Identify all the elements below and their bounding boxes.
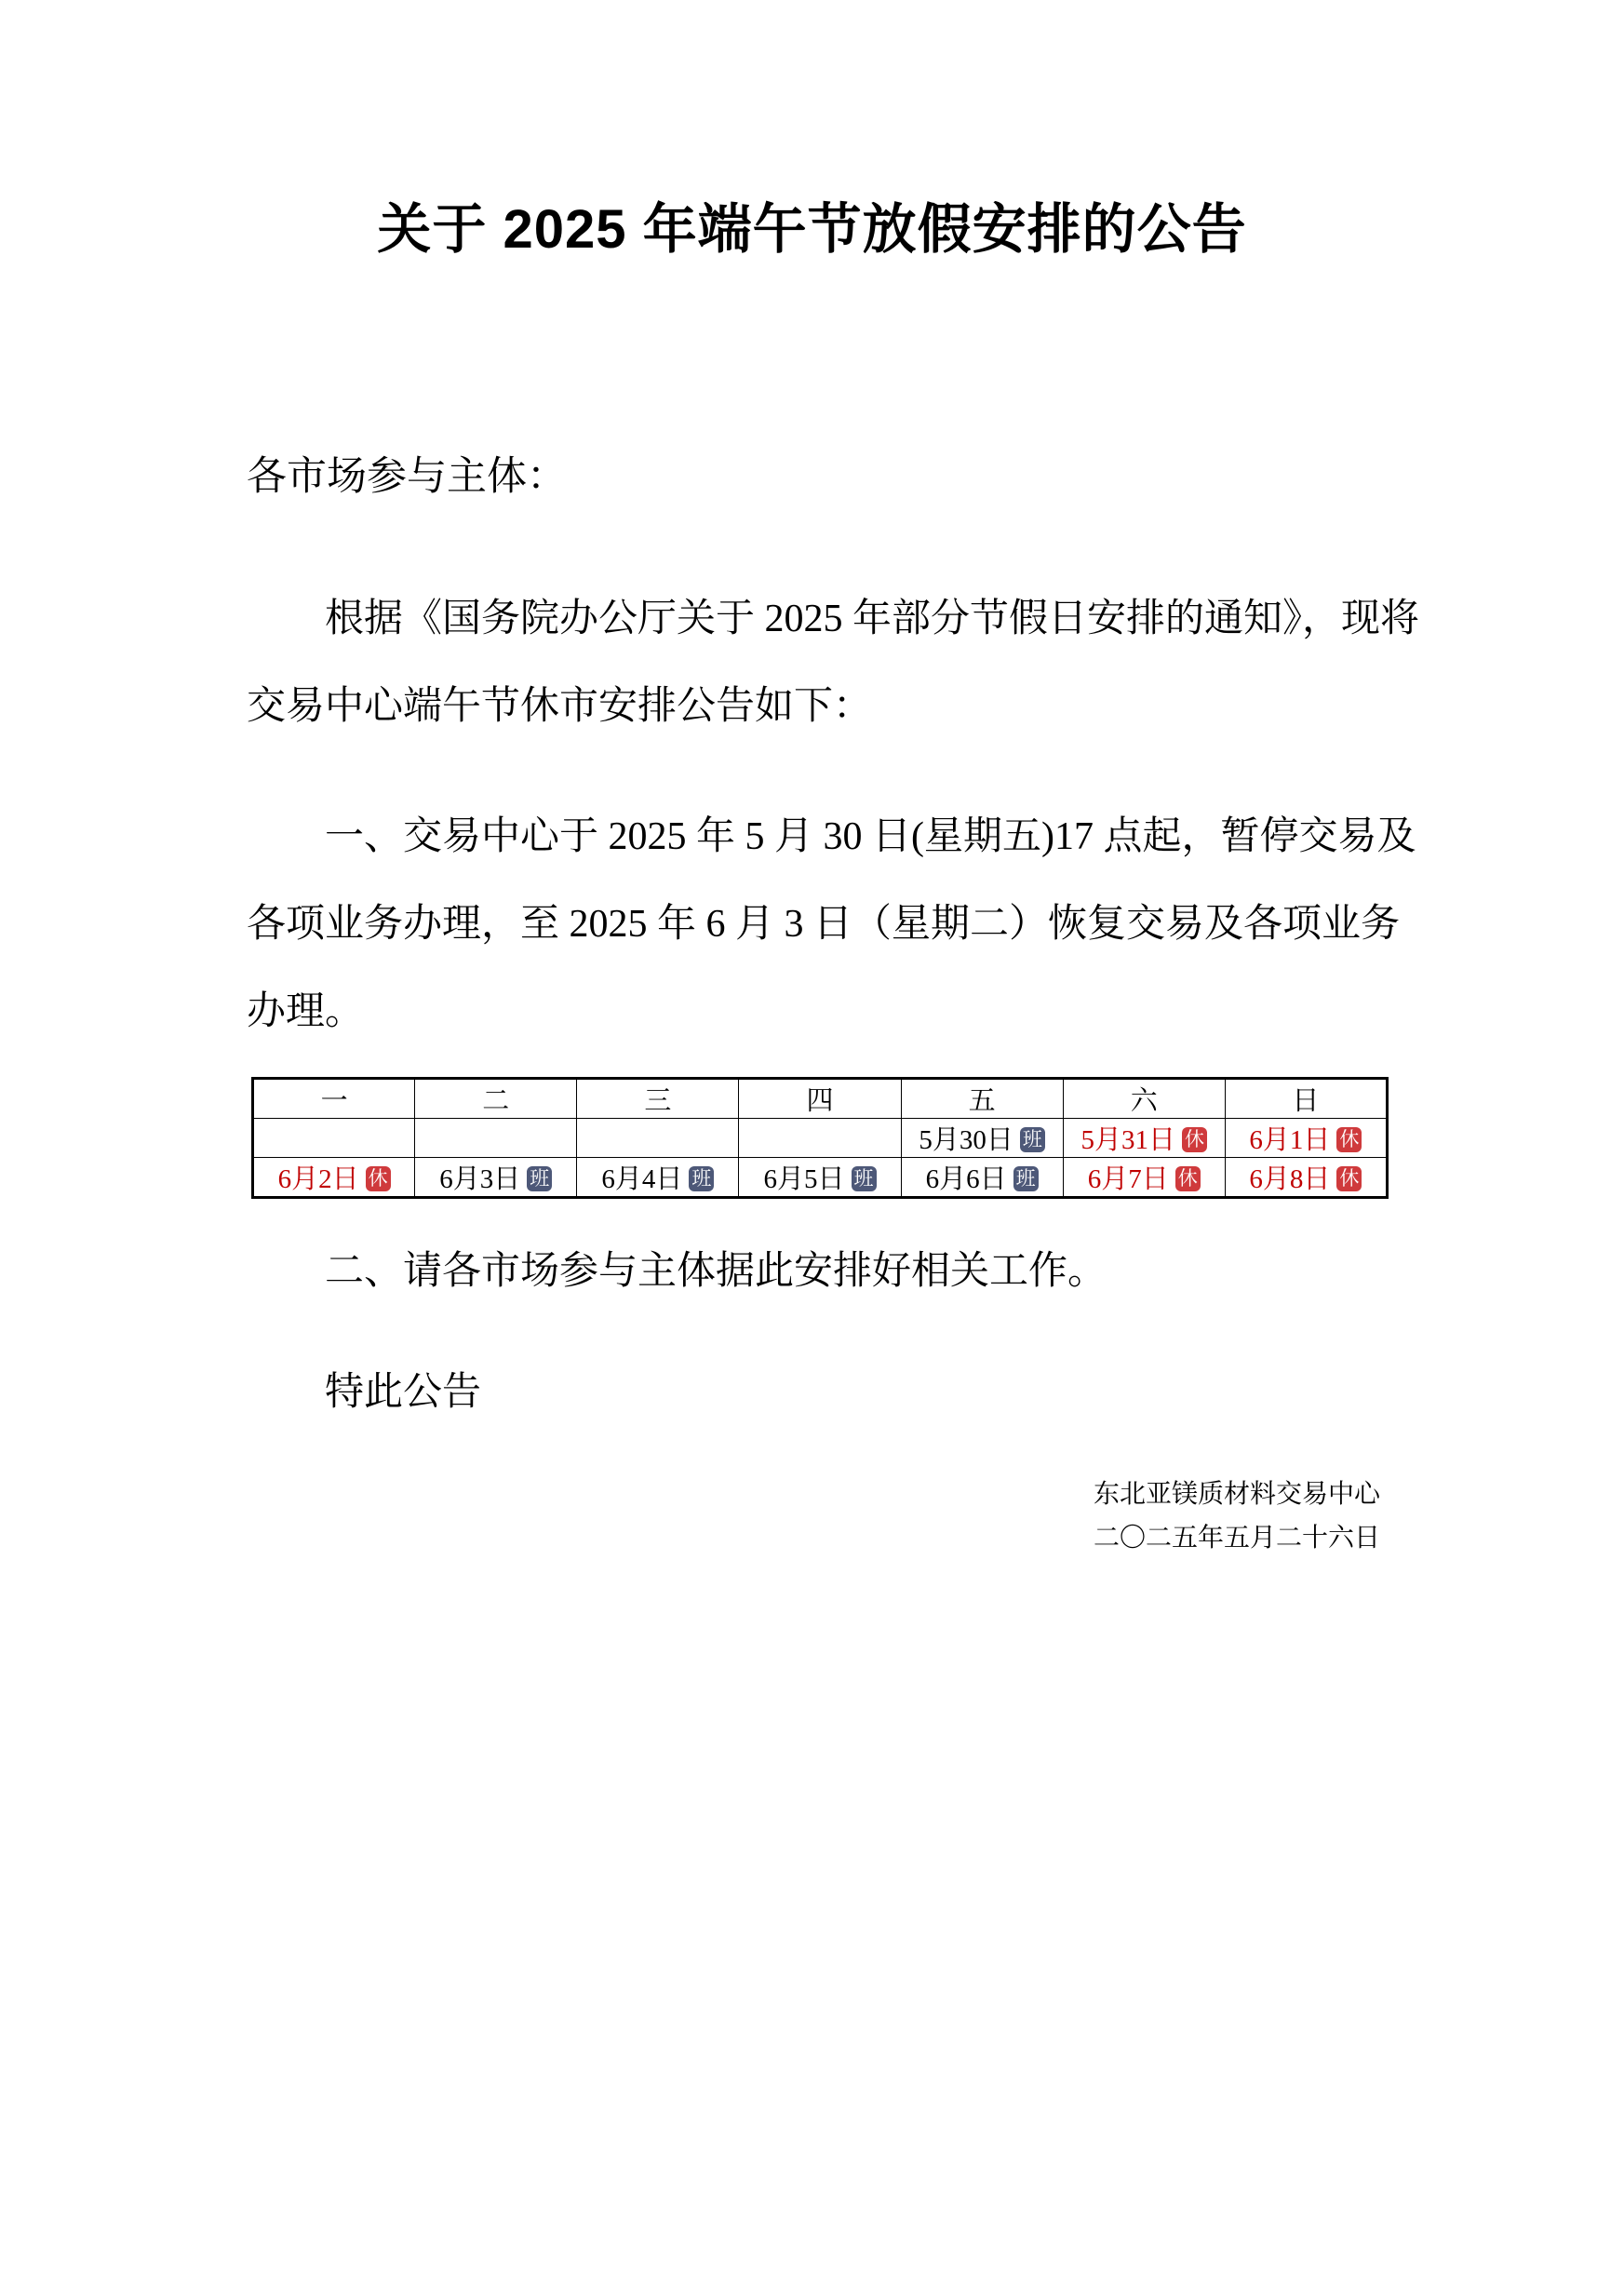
holiday-calendar	[251, 1077, 1389, 1199]
signature-org: 东北亚镁质材料交易中心	[1093, 1480, 1380, 1509]
date-label-holiday: 6月2日	[277, 1164, 359, 1194]
calendar-header-mon: 一	[253, 1079, 415, 1119]
rest-badge: 休	[1336, 1166, 1362, 1191]
date-label: 6月3日	[439, 1164, 521, 1194]
rest-badge: 休	[1336, 1127, 1362, 1152]
calendar-header-sun: 日	[1225, 1079, 1387, 1119]
calendar-cell-restday	[1063, 1119, 1225, 1158]
calendar-cell-restday	[1225, 1158, 1387, 1198]
rest-badge: 休	[366, 1166, 391, 1191]
page-title: 关于 2025 年端午节放假安排的公告	[377, 199, 1247, 260]
calendar-cell-empty	[577, 1119, 739, 1158]
rest-badge: 休	[1182, 1127, 1207, 1152]
work-badge: 班	[1013, 1166, 1039, 1191]
date-label: 6月5日	[763, 1164, 845, 1194]
signature-block	[1094, 1472, 1380, 1560]
calendar-week-2	[253, 1158, 1388, 1198]
paragraph-intro-line-2: 交易中心端午节休市安排公告如下：	[247, 685, 873, 728]
calendar-header-row	[253, 1079, 1388, 1119]
work-badge: 班	[1020, 1127, 1045, 1152]
date-label-holiday: 6月1日	[1249, 1125, 1331, 1155]
calendar-week-1	[253, 1119, 1388, 1158]
work-badge: 班	[527, 1166, 552, 1191]
calendar-cell-workday	[901, 1119, 1063, 1158]
work-badge: 班	[689, 1166, 714, 1191]
calendar-header-tue: 二	[415, 1079, 577, 1119]
calendar-cell-restday	[1063, 1158, 1225, 1198]
calendar-cell-workday	[739, 1158, 901, 1198]
calendar-cell-workday	[901, 1158, 1063, 1198]
calendar-header-fri: 五	[901, 1079, 1063, 1119]
date-label-holiday: 5月31日	[1080, 1125, 1176, 1155]
calendar-cell-empty	[739, 1119, 901, 1158]
calendar-header-thu: 四	[739, 1079, 901, 1119]
calendar-cell-workday	[577, 1158, 739, 1198]
calendar-cell-restday	[1225, 1119, 1387, 1158]
date-label: 5月30日	[919, 1125, 1013, 1155]
rest-badge: 休	[1175, 1166, 1201, 1191]
calendar-table	[251, 1077, 1389, 1199]
work-badge: 班	[852, 1166, 877, 1191]
date-label-holiday: 6月8日	[1249, 1164, 1331, 1194]
paragraph-item-1-line-1: 一、交易中心于 2025 年 5 月 30 日(星期五)17 点起，暂停交易及	[325, 815, 1416, 858]
paragraph-item-1-line-2: 各项业务办理，至 2025 年 6 月 3 日（星期二）恢复交易及各项业务	[247, 903, 1401, 946]
closing-text: 特此公告	[325, 1371, 482, 1414]
paragraph-item-2-line-1: 二、请各市场参与主体据此安排好相关工作。	[325, 1250, 1107, 1293]
paragraph-item-1-line-3: 办理。	[247, 990, 365, 1033]
signature-date: 二〇二五年五月二十六日	[1093, 1524, 1380, 1553]
calendar-header-sat: 六	[1063, 1079, 1225, 1119]
paragraph-intro	[247, 575, 1420, 750]
calendar-cell-empty	[253, 1119, 415, 1158]
paragraph-intro-line-1: 根据《国务院办公厅关于 2025 年部分节假日安排的通知》，现将	[325, 598, 1420, 640]
salutation: 各市场参与主体：	[247, 455, 567, 499]
date-label: 6月4日	[601, 1164, 683, 1194]
calendar-cell-workday	[415, 1158, 577, 1198]
date-label-holiday: 6月7日	[1087, 1164, 1169, 1194]
paragraph-item-1	[247, 793, 1416, 1056]
calendar-cell-restday	[253, 1158, 415, 1198]
date-label: 6月6日	[925, 1164, 1007, 1194]
calendar-header-wed: 三	[577, 1079, 739, 1119]
closing-line	[247, 1349, 1391, 1436]
calendar-cell-empty	[415, 1119, 577, 1158]
paragraph-item-2	[247, 1228, 1391, 1315]
